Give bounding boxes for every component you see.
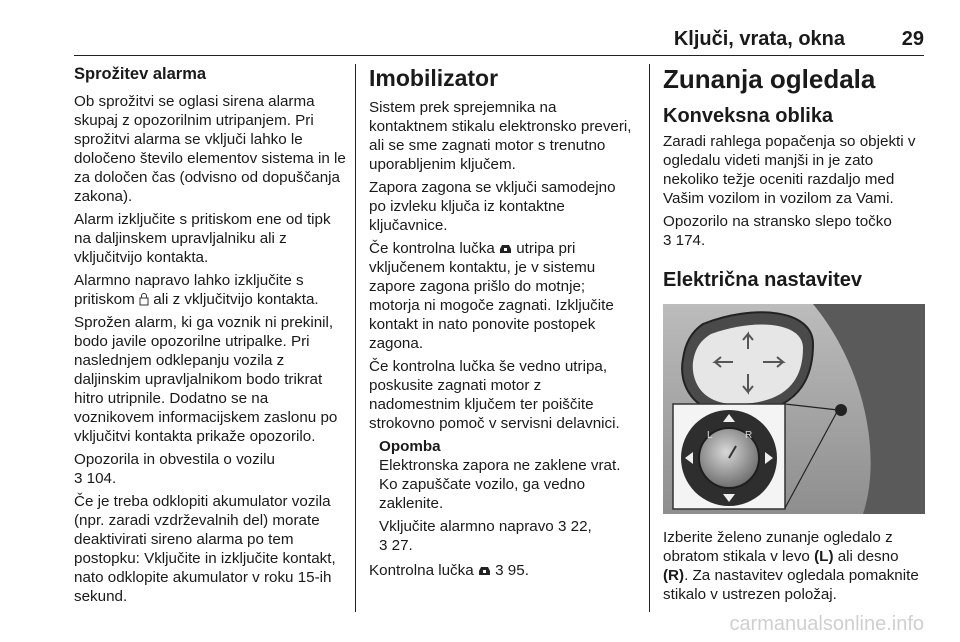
paragraph: Zapora zagona se vključi samodejno po izvleku ključa iz kontaktne ključavnice. [369, 179, 616, 234]
subheading-convex: Konveksna oblika [663, 105, 834, 127]
lock-icon [139, 292, 149, 306]
chapter-title: Ključi, vrata, okna [673, 28, 845, 50]
header-divider [74, 55, 924, 56]
page-reference[interactable]: 3 174. [663, 232, 706, 249]
page-reference[interactable]: 3 27. [379, 537, 413, 554]
note-paragraph: Elektronska zapora ne zaklene vrat. Ko zapuščate vozilo, ga vedno zaklenite. [379, 457, 621, 512]
paragraph: Sistem prek sprejemnika na kontaktnem stikalu elektronsko preveri, ali se sme zagnati motor s trenutno uporabljenim ključem. [369, 99, 632, 173]
page-reference[interactable]: 3 95. [490, 562, 529, 579]
paragraph: Alarm izključite s pritiskom ene od tipk na daljinskem upravljalniku ali z vključitvijo kontakta. [74, 211, 331, 266]
paragraph: Zaradi rahlega popačenja so objekti v ogledalu videti manjši in je zato nekoliko težje oceniti razdaljo med Vašim vozilom in vozilom za Vami. [663, 133, 916, 207]
paragraph: Če kontrolna lučka še vedno utripa, poskusite zagnati motor z nadomestnim ključem ter poiščite strokovno pomoč v servisni delavnici. [369, 358, 620, 432]
watermark: carmanualsonline.info [729, 613, 924, 635]
figure-label-r: R [745, 430, 753, 441]
paragraph: Sprožen alarm, ki ga voznik ni prekinil, bodo javile opozorilne utripalke. Pri naslednjem odklepanju vozila z daljinskim upravljalnikom bodo trikrat hitro utripnile. Dodatno se na voznikovem informacijskem zaslonu po vključitvi kontakta prikaže opozorilo. [74, 314, 338, 445]
page-number: 29 [901, 28, 924, 50]
mirror-adjust-illustration [663, 304, 925, 514]
section-heading-alarm: Sprožitev alarma [74, 65, 207, 83]
subheading-electric: Električna nastavitev [663, 269, 862, 291]
immobilizer-icon [499, 242, 512, 254]
column-divider-1 [355, 64, 356, 612]
column-immobilizer [369, 64, 635, 584]
paragraph: Ob sprožitvi se oglasi sirena alarma skupaj z opozorilnim utripanjem. Pri sprožitvi alarma se vključi lahko le določeno število elementov sistema in le za določen čas (odvisno od dopuščanja zakona). [74, 93, 346, 205]
page-header [0, 28, 960, 58]
section-heading-mirrors: Zunanja ogledala [663, 64, 876, 94]
column-divider-2 [649, 64, 650, 612]
note-title: Opomba [379, 438, 441, 455]
paragraph: Alarmno napravo lahko izključite s pritiskom ali z vključitvijo kontakta. [74, 272, 319, 308]
paragraph: Če kontrolna lučka utripa pri vključenem kontaktu, je v sistemu zapore zagona prišlo do motnje; motorja ni mogoče zagnati. Izključite kontakt in nato ponovite postopek zagona. [369, 240, 614, 352]
paragraph: Opozorilo na stransko slepo točko 3 174. [663, 213, 892, 249]
page-reference[interactable]: 3 22, [557, 518, 592, 535]
section-heading-immobilizer: Imobilizator [369, 65, 499, 91]
paragraph: Opozorila in obvestila o vozilu 3 104. [74, 451, 275, 487]
paragraph: Če je treba odklopiti akumulator vozila (npr. zaradi vzdrževalnih del) morate deaktivirati sireno alarma po tem postopku: Vključite in izključite kontakt, nato odklopite akumulator v roku 15-ih sekund. [74, 493, 336, 605]
figure-label-l: L [707, 430, 713, 441]
paragraph: Kontrolna lučka 3 95. [369, 562, 529, 579]
column-alarm [74, 64, 346, 610]
column-mirrors [663, 64, 927, 608]
note-paragraph: Vključite alarmno napravo 3 22, 3 27. [379, 518, 592, 554]
immobilizer-icon [478, 564, 491, 576]
page-reference[interactable]: 3 104. [74, 470, 117, 487]
note-box [379, 437, 635, 555]
paragraph: Izberite želeno zunanje ogledalo z obratom stikala v levo (L) ali desno (R). Za nastavitev ogledala pomaknite stikalo v ustrezen položaj. [663, 529, 919, 603]
